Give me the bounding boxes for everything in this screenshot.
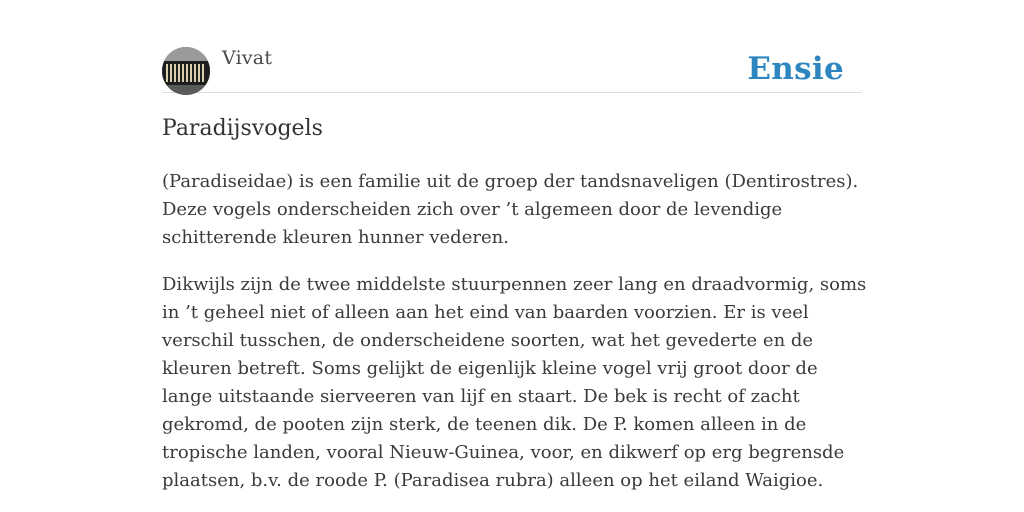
article-paragraph-2: Dikwijls zijn de twee middelste stuurpennen zeer lang en draadvormig, soms in ’t geheel niet of alleen aan het eind van baarden voorzien. Er is veel verschil tusschen, de onderscheidene soorten, wat het gevederte en de kleuren betreft. Soms gelijkt de eigenlijk kleine vogel vrij groot door de lange uitstaande sierveeren van lijf en staart. De bek is recht of zacht gekromd, de pooten zijn sterk, de teenen dik. De P. komen alleen in de tropische landen, vooral Nieuw-Guinea, voor, en dikwerf op erg begrensde plaatsen, b.v. de roode P. (Paradisea rubra) alleen op het eiland Waigioe. — [162, 274, 867, 491]
bookshelf-icon — [162, 47, 210, 95]
article-paragraph-1: (Paradiseidae) is een familie uit de groep der tandsnaveligen (Dentirostres). Deze vogels onderscheiden zich over ’t algemeen door de levendige schitterende kleuren hunner vederen. — [162, 171, 859, 248]
brand-logo[interactable]: Ensie — [747, 51, 844, 87]
header — [162, 46, 862, 93]
author-avatar[interactable] — [162, 47, 210, 95]
author-name[interactable]: Vivat — [222, 47, 273, 69]
article-title: Paradijsvogels — [162, 116, 323, 141]
